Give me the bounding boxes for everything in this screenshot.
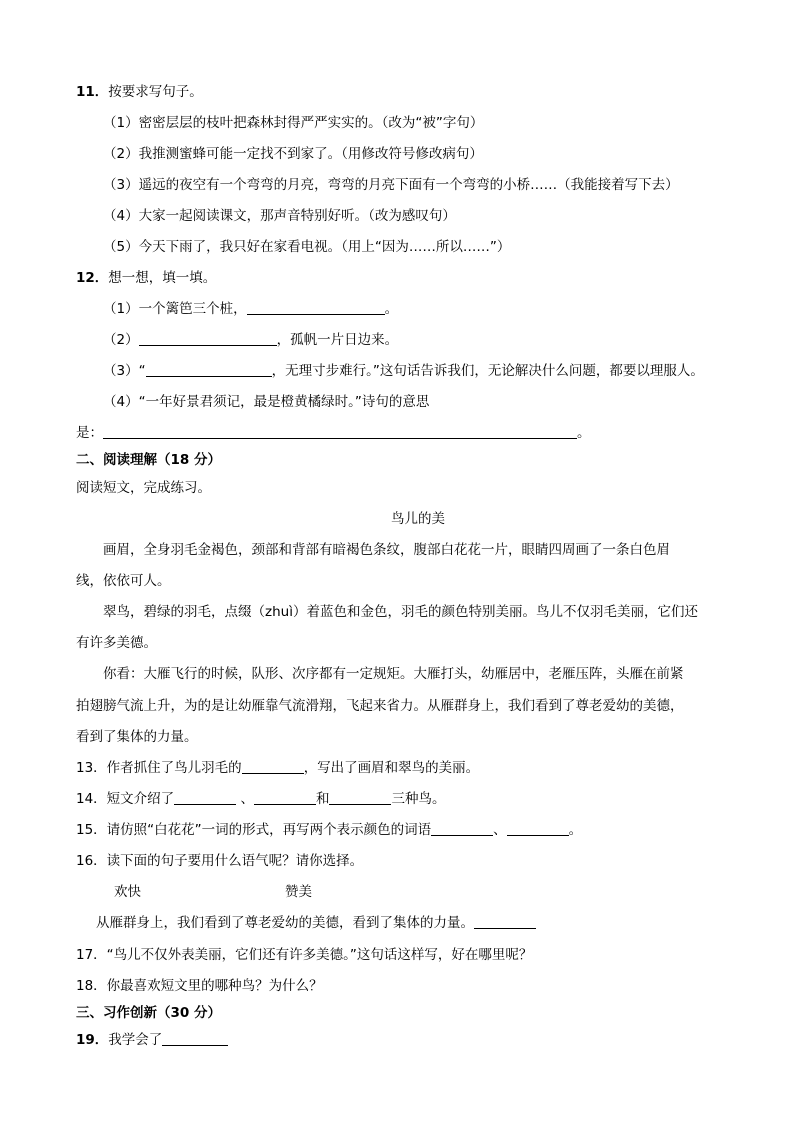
passage-para-2-line-1: 翠鸟，碧绿的羽毛，点缀（zhuì）着蓝色和金色，羽毛的颜色特别美丽。鸟儿不仅羽毛美丽，它们还 [103, 604, 698, 620]
q11-item-3: （3）遥远的夜空有一个弯弯的月亮，弯弯的月亮下面有一个弯弯的小桥……（我能接着写下去） [103, 177, 679, 193]
answer-blank[interactable] [174, 790, 236, 805]
question-text: 按要求写句子。 [108, 84, 203, 100]
q11-item-5: （5）今天下雨了，我只好在家看电视。（用上“因为……所以……”） [103, 239, 511, 255]
section-2-heading: 二、阅读理解（18 分） [76, 452, 221, 468]
answer-blank[interactable] [146, 362, 272, 377]
q16-option-2[interactable]: 赞美 [285, 884, 312, 900]
question-number: 12． [76, 270, 109, 286]
q11-item-1: （1）密密层层的枝叶把森林封得严严实实的。（改为“被”字句） [103, 115, 484, 131]
answer-blank[interactable] [254, 790, 316, 805]
q12-item-2: （2） ，孤帆一片日边来。 [103, 332, 399, 348]
q12-item-3: （3）“ ，无理寸步难行。”这句话告诉我们，无论解决什么问题，都要以理服人。 [103, 363, 704, 379]
question-16: 16．读下面的句子要用什么语气呢？请你选择。 [76, 853, 364, 869]
question-text: 想一想，填一填。 [108, 270, 217, 286]
q12-item-4: （4）“一年好景君须记，最是橙黄橘绿时。”诗句的意思 [103, 394, 430, 410]
passage-para-3-line-2: 拍翅膀气流上升，为的是让幼雁靠气流滑翔，飞起来省力。从雁群身上，我们看到了尊老爱幼的美德， [76, 698, 684, 714]
q16-option-1[interactable]: 欢快 [114, 884, 141, 900]
q16-sentence: 从雁群身上，我们看到了尊老爱幼的美德，看到了集体的力量。 [96, 914, 536, 932]
question-13: 13．作者抓住了鸟儿羽毛的 ，写出了画眉和翠鸟的美丽。 [76, 760, 480, 776]
question-11-title [76, 83, 203, 101]
reading-intro: 阅读短文，完成练习。 [76, 480, 211, 496]
answer-blank[interactable] [103, 424, 577, 439]
passage-para-1-line-1: 画眉，全身羽毛金褐色，颈部和背部有暗褐色条纹，腹部白花花一片，眼睛四周画了一条白色眉 [103, 542, 670, 558]
q11-item-2: （2）我推测蜜蜂可能一定找不到家了。（用修改符号修改病句） [103, 146, 483, 162]
answer-blank[interactable] [431, 821, 493, 836]
question-12-title [76, 269, 216, 287]
answer-blank[interactable] [507, 821, 569, 836]
passage-title: 鸟儿的美 [391, 511, 445, 527]
question-18: 18．你最喜欢短文里的哪种鸟？为什么？ [76, 978, 323, 994]
section-3-heading: 三、习作创新（30 分） [76, 1005, 221, 1021]
q11-item-4: （4）大家一起阅读课文，那声音特别好听。（改为感叹句） [103, 208, 456, 224]
question-19: 19．我学会了 [76, 1031, 228, 1049]
answer-blank[interactable] [242, 759, 304, 774]
answer-blank[interactable] [329, 790, 391, 805]
question-17: 17．“鸟儿不仅外表美丽，它们还有许多美德。”这句话这样写，好在哪里呢？ [76, 947, 533, 963]
passage-para-2-line-2: 有许多美德。 [76, 635, 157, 651]
q12-item-1: （1）一个篱笆三个桩， 。 [103, 301, 399, 317]
passage-para-1-line-2: 线，依依可人。 [76, 573, 171, 589]
answer-blank[interactable] [474, 914, 536, 929]
question-15: 15．请仿照“白花花”一词的形式，再写两个表示颜色的词语 、 。 [76, 822, 583, 838]
passage-para-3-line-1: 你看：大雁飞行的时候，队形、次序都有一定规矩。大雁打头，幼雁居中，老雁压阵，头雁在前紧 [103, 666, 684, 682]
q12-item-4-answer: 是： 。 [76, 425, 591, 441]
answer-blank[interactable] [139, 331, 277, 346]
passage-para-3-line-3: 看到了集体的力量。 [76, 729, 198, 745]
answer-blank[interactable] [162, 1031, 228, 1046]
answer-blank[interactable] [247, 300, 385, 315]
question-number: 19． [76, 1032, 109, 1048]
question-14: 14．短文介绍了 、 和 三种鸟。 [76, 791, 446, 807]
question-number: 11． [76, 84, 109, 100]
